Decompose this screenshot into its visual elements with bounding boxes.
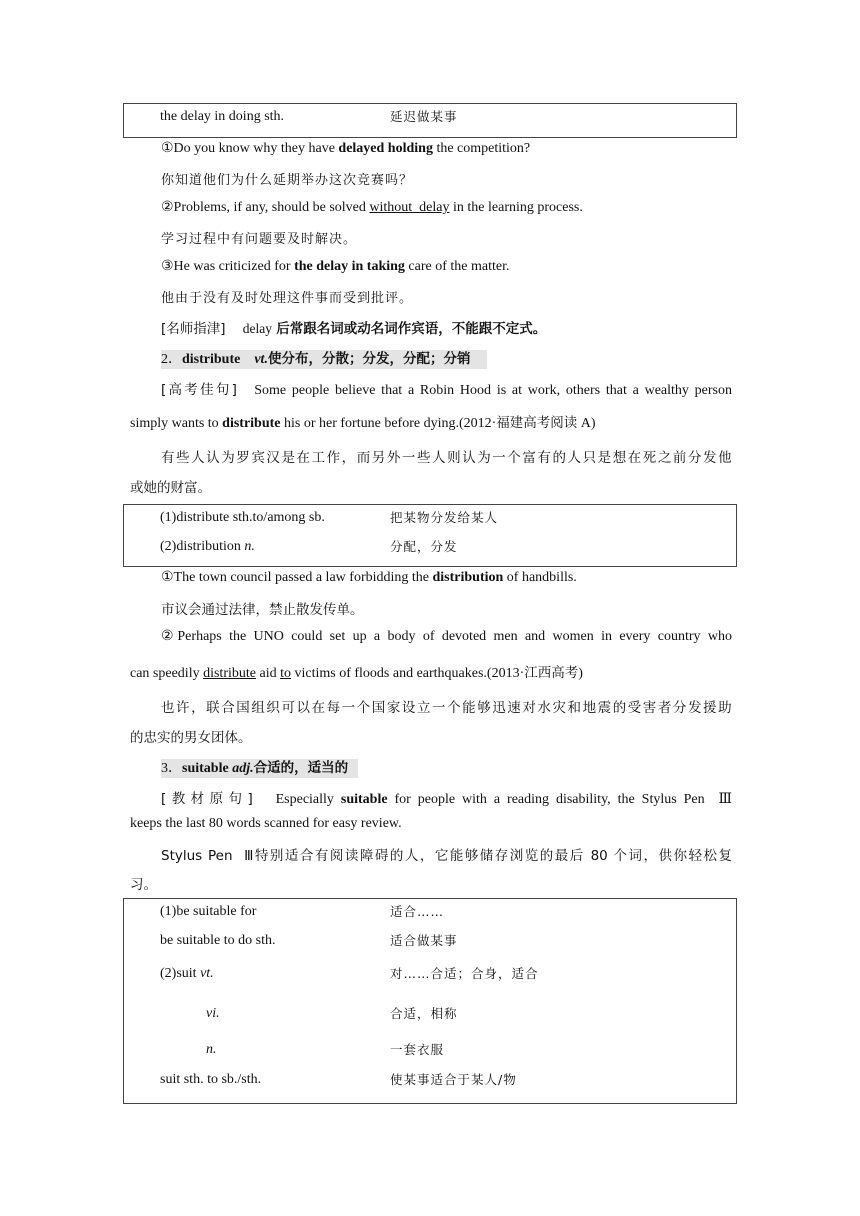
phrase-cn: 适合…… [390, 904, 445, 919]
example-translation-4: 市议会通过法律，禁止散发传单。 [161, 602, 364, 618]
phrase-row [124, 536, 736, 558]
phrase-row [124, 1039, 736, 1061]
phrase-cn: 把某物分发给某人 [390, 510, 499, 525]
phrase-row [124, 930, 736, 952]
phrase-en: suit sth. to sb./sth. [160, 1072, 262, 1087]
example-sentence-5: ②Perhaps the UNO could set up a body of devoted men and women in every country who [161, 629, 732, 644]
example-sentence-3: ③He was criticized for the delay in taking care of the matter. [161, 259, 510, 274]
textbook-sentence-cont: keeps the last 80 words scanned for easy review. [130, 816, 402, 831]
phrase-cn: 分配，分发 [390, 539, 458, 554]
vocab-heading-suitable: 3．suitable adj.合适的，适当的 [161, 756, 358, 777]
phrase-row [124, 106, 736, 128]
gaokao-translation: 有些人认为罗宾汉是在工作，而另外一些人则认为一个富有的人只是想在死之前分发他 [161, 450, 732, 466]
phrase-cn: 适合做某事 [390, 933, 458, 948]
phrase-row [124, 901, 736, 923]
phrase-cn: 一套衣服 [390, 1042, 445, 1057]
example-sentence-2: ②Problems, if any, should be solved without delay in the learning process. [161, 200, 583, 215]
phrase-box-suitable [123, 898, 737, 1104]
phrase-row [124, 507, 736, 529]
phrase-en: (2)distribution n. [160, 539, 255, 554]
example-translation-2: 学习过程中有问题要及时解决。 [161, 232, 358, 247]
phrase-cn: 延迟做某事 [390, 109, 458, 124]
gaokao-sentence-cont: simply wants to distribute his or her fortune before dying.(2012·福建高考阅读 A) [130, 415, 596, 431]
example-translation-5: 也许，联合国组织可以在每一个国家设立一个能够迅速对水灾和地震的受害者分发援助 [161, 700, 732, 716]
phrase-row [124, 1069, 736, 1091]
phrase-box-distribute [123, 504, 737, 567]
vocab-heading-distribute: 2．distribute vt.使分布，分散；分发，分配；分销 [161, 347, 487, 368]
example-sentence-4: ①The town council passed a law forbidding the distribution of handbills. [161, 570, 577, 585]
example-translation-3: 他由于没有及时处理这件事而受到批评。 [161, 291, 414, 306]
textbook-translation-cont: 习。 [130, 877, 157, 893]
phrase-row [124, 963, 736, 985]
phrase-cn: 对……合适；合身，适合 [390, 966, 539, 981]
example-translation-5-cont: 的忠实的男女团体。 [130, 730, 252, 746]
example-sentence-1: ①Do you know why they have delayed holding the competition? [161, 141, 531, 156]
phrase-cn: 使某事适合于某人/物 [390, 1072, 517, 1087]
phrase-en: (2)suit vt. [160, 966, 214, 981]
phrase-en: the delay in doing sth. [160, 109, 285, 124]
textbook-translation: Stylus Pen Ⅲ特别适合有阅读障碍的人，它能够储存浏览的最后 80 个词，供你轻松复 [161, 848, 732, 864]
phrase-en: (1)distribute sth.to/among sb. [160, 510, 325, 525]
phrase-cn: 合适，相称 [390, 1006, 458, 1021]
gaokao-translation-cont: 或她的财富。 [130, 480, 211, 496]
phrase-en: vi. [206, 1006, 220, 1021]
example-sentence-5-cont: can speedily distribute aid to victims of floods and earthquakes.(2013·江西高考) [130, 665, 583, 681]
teacher-note: [名师指津] delay 后常跟名词或动名词作宾语，不能跟不定式。 [161, 321, 547, 337]
phrase-row [124, 1003, 736, 1025]
phrase-en: (1)be suitable for [160, 904, 257, 919]
textbook-sentence: [教材原句] Especially suitable for people with a reading disability, the Stylus Pen Ⅲ [161, 791, 733, 807]
gaokao-sentence: [高考佳句] Some people believe that a Robin Hood is at work, others that a wealthy person [161, 382, 733, 398]
phrase-en: be suitable to do sth. [160, 933, 276, 948]
phrase-box-delay [123, 103, 737, 138]
phrase-en: n. [206, 1042, 217, 1057]
example-translation-1: 你知道他们为什么延期举办这次竞赛吗？ [161, 173, 414, 188]
